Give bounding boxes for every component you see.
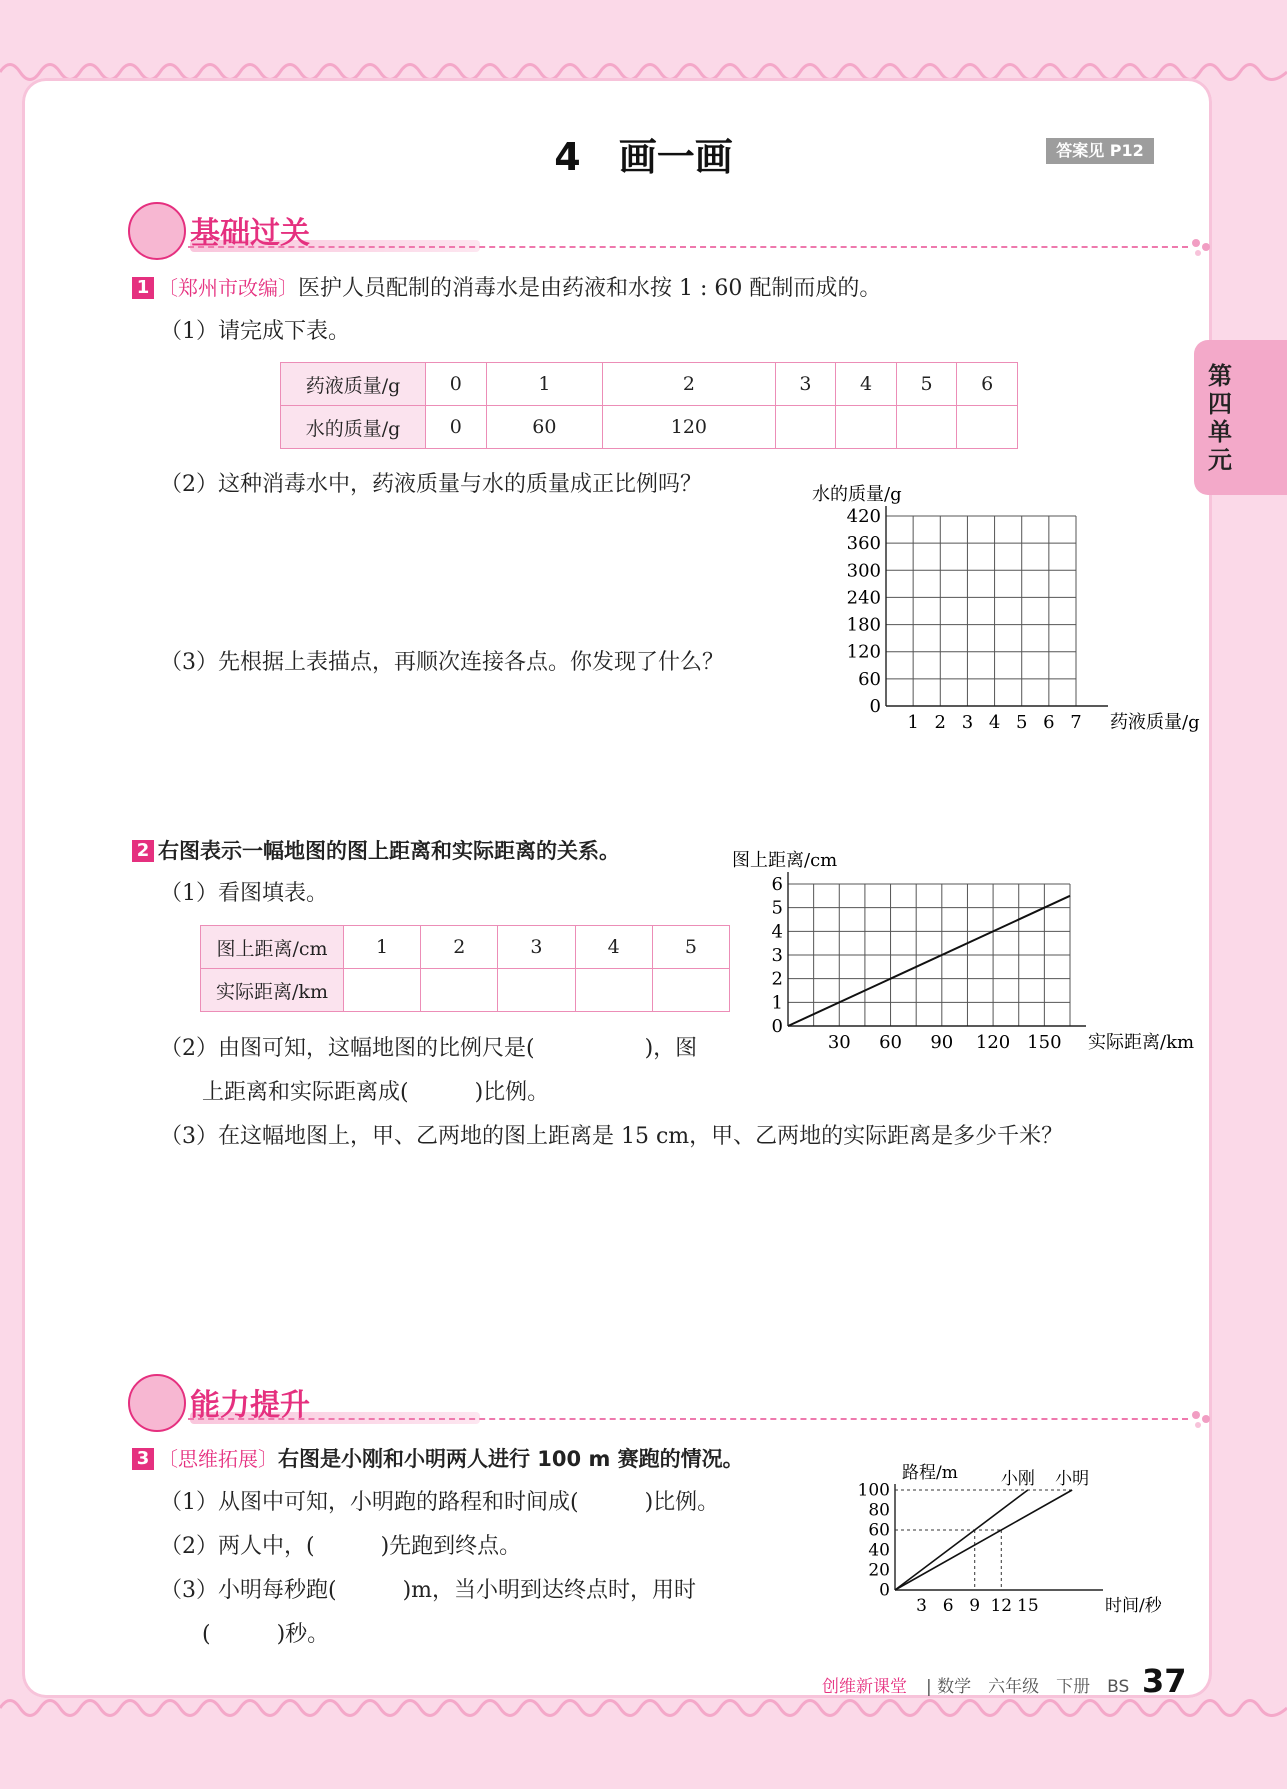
y-tick-label: 180 — [846, 614, 881, 636]
q1-table-cell: 5 — [896, 363, 957, 406]
q2-table-cell: 2 — [421, 926, 498, 969]
y-tick-label: 4 — [771, 921, 783, 943]
q2-table — [200, 925, 730, 1012]
q1-table-row — [281, 406, 1018, 449]
q1-table-cell: 120 — [603, 406, 775, 449]
unit-tab — [1194, 340, 1287, 495]
page-title: 4 画一画 — [554, 135, 733, 179]
x-tick-label: 3 — [916, 1596, 927, 1616]
origin-label: 0 — [771, 1016, 783, 1037]
series-line — [895, 1490, 1072, 1590]
q2-table-row — [201, 969, 730, 1012]
q3-chart — [850, 1460, 1162, 1630]
q2-part2-line1: （2）由图可知，这幅地图的比例尺是( )，图 — [160, 1036, 698, 1061]
y-tick-label: 80 — [868, 1500, 890, 1521]
q2-stem: 右图表示一幅地图的图上距离和实际距离的关系。 — [158, 839, 620, 863]
x-tick-label: 7 — [1070, 712, 1082, 733]
y-axis-label: 路程/m — [902, 1463, 958, 1483]
answer-reference-badge: 答案见 P12 — [1046, 138, 1154, 164]
x-tick-label: 9 — [969, 1596, 981, 1616]
y-tick-label: 5 — [771, 897, 783, 919]
q1-part2: （2）这种消毒水中，药液质量与水的质量成正比例吗？ — [160, 472, 702, 497]
y-tick-label: 6 — [771, 874, 783, 895]
q2-stem-line — [132, 836, 620, 866]
series-label: 小明 — [1055, 1469, 1090, 1489]
y-tick-label: 100 — [857, 1480, 890, 1501]
q2-table-header: 图上距离/cm — [201, 926, 344, 969]
q2-table-cell: 3 — [498, 926, 575, 969]
x-axis-label: 时间/秒 — [1105, 1596, 1162, 1616]
q2-chart — [720, 838, 1195, 1058]
y-tick-label: 60 — [868, 1520, 890, 1541]
y-tick-label: 120 — [846, 641, 881, 663]
x-tick-label: 150 — [1027, 1032, 1062, 1053]
x-tick-label: 30 — [827, 1032, 851, 1053]
x-tick-label: 5 — [1015, 712, 1028, 733]
x-tick-label: 90 — [930, 1032, 954, 1053]
q2-table-answer-cell[interactable] — [344, 969, 421, 1012]
q2-table-cell: 1 — [344, 926, 421, 969]
y-tick-label: 20 — [868, 1560, 890, 1581]
y-axis-label: 水的质量/g — [812, 484, 902, 505]
unit-tab-label: 第四单元 — [1208, 362, 1232, 474]
mascot-avatar-icon — [128, 1374, 186, 1432]
footer-brand: 创维新课堂 — [822, 1677, 907, 1697]
x-tick-label: 3 — [961, 712, 974, 733]
q2-table-answer-cell[interactable] — [652, 969, 729, 1012]
q1-table-answer-cell[interactable] — [957, 406, 1018, 449]
q1-table-header: 药液质量/g — [281, 363, 426, 406]
x-tick-label: 6 — [942, 1596, 954, 1616]
x-tick-label: 15 — [1017, 1596, 1039, 1616]
q3-part3-line1: （3）小明每秒跑( )m，当小明到达终点时，用时 — [160, 1578, 697, 1603]
q1-table — [280, 362, 1018, 449]
y-tick-label: 360 — [846, 533, 881, 555]
q3-stem-line — [132, 1444, 744, 1475]
series-line — [895, 1490, 1028, 1590]
footer-info: | 数学 六年级 下册 BS — [926, 1677, 1130, 1697]
y-tick-label: 1 — [771, 992, 783, 1014]
section-divider — [188, 1418, 1188, 1420]
q1-table-cell: 4 — [836, 363, 897, 406]
y-tick-label: 2 — [771, 968, 783, 990]
q1-chart[interactable] — [800, 460, 1200, 740]
origin-label: 0 — [869, 696, 881, 717]
q1-table-row — [281, 363, 1018, 406]
mascot-avatar-icon — [128, 202, 186, 260]
x-tick-label: 60 — [879, 1032, 902, 1053]
q2-part1: （1）看图填表。 — [160, 881, 328, 906]
q1-table-cell: 2 — [603, 363, 775, 406]
origin-label: 0 — [879, 1580, 890, 1601]
q1-part3: （3）先根据上表描点，再顺次连接各点。你发现了什么？ — [160, 650, 724, 675]
series-label: 小刚 — [1000, 1469, 1035, 1489]
q2-part2-line2: 上距离和实际距离成( )比例。 — [202, 1080, 550, 1105]
x-tick-label: 12 — [990, 1596, 1013, 1616]
q3-source-tag: 〔思维拓展〕 — [158, 1447, 278, 1471]
section-advanced-title: 能力提升 — [190, 1388, 310, 1423]
y-axis-label: 图上距离/cm — [732, 850, 838, 871]
y-tick-label: 40 — [868, 1540, 890, 1561]
q3-part2: （2）两人中，( )先跑到终点。 — [160, 1534, 522, 1559]
q1-source-tag: 〔郑州市改编〕 — [158, 276, 298, 300]
page-number: 37 — [1142, 1662, 1187, 1700]
q2-number-badge: 2 — [132, 840, 154, 862]
x-tick-label: 2 — [934, 712, 947, 733]
y-tick-label: 3 — [771, 945, 783, 966]
q3-part1: （1）从图中可知，小明跑的路程和时间成( )比例。 — [160, 1490, 720, 1515]
section-advanced-header — [128, 1374, 1228, 1430]
x-tick-label: 120 — [975, 1032, 1011, 1053]
q1-table-cell: 0 — [426, 406, 487, 449]
q2-part3: （3）在这幅地图上，甲、乙两地的图上距离是 15 cm，甲、乙两地的实际距离是多少千米？ — [160, 1124, 1064, 1149]
y-tick-label: 300 — [846, 560, 881, 582]
q2-table-answer-cell[interactable] — [575, 969, 652, 1012]
q1-table-answer-cell[interactable] — [836, 406, 897, 449]
section-basic-header — [128, 202, 1228, 258]
q2-table-row — [201, 926, 730, 969]
q2-table-cell: 5 — [652, 926, 729, 969]
decorative-dots-icon — [1190, 1409, 1220, 1429]
q1-table-cell: 3 — [775, 363, 836, 406]
x-tick-label: 4 — [988, 712, 1001, 733]
y-tick-label: 420 — [846, 506, 881, 527]
q1-table-answer-cell[interactable] — [896, 406, 957, 449]
series-line — [788, 896, 1070, 1026]
q1-table-cell: 60 — [486, 406, 603, 449]
decorative-dots-icon — [1190, 237, 1220, 257]
x-tick-label: 6 — [1043, 712, 1055, 733]
q3-number-badge: 3 — [132, 1448, 154, 1470]
y-tick-label: 60 — [858, 668, 881, 690]
q1-stem: 医护人员配制的消毒水是由药液和水按 1 : 60 配制而成的。 — [298, 276, 882, 301]
q1-stem-line — [132, 273, 881, 304]
q1-table-cell: 1 — [486, 363, 603, 406]
q1-table-cell: 6 — [957, 363, 1018, 406]
section-divider — [188, 246, 1188, 248]
q2-table-answer-cell[interactable] — [498, 969, 575, 1012]
q1-table-header: 水的质量/g — [281, 406, 426, 449]
x-tick-label: 1 — [907, 712, 919, 733]
q1-table-answer-cell[interactable] — [775, 406, 836, 449]
y-tick-label: 240 — [846, 587, 881, 609]
q1-table-cell: 0 — [426, 363, 487, 406]
q2-table-answer-cell[interactable] — [421, 969, 498, 1012]
q3-part3-line2: ( )秒。 — [202, 1622, 330, 1647]
q3-stem: 右图是小刚和小明两人进行 100 m 赛跑的情况。 — [278, 1447, 744, 1471]
q1-number-badge: 1 — [132, 277, 154, 299]
section-basic-title: 基础过关 — [190, 216, 310, 251]
q2-table-cell: 4 — [575, 926, 652, 969]
x-axis-label: 药液质量/g — [1110, 712, 1200, 733]
q2-table-header: 实际距离/km — [201, 969, 344, 1012]
q1-part1: （1）请完成下表。 — [160, 319, 350, 344]
x-axis-label: 实际距离/km — [1088, 1032, 1195, 1053]
